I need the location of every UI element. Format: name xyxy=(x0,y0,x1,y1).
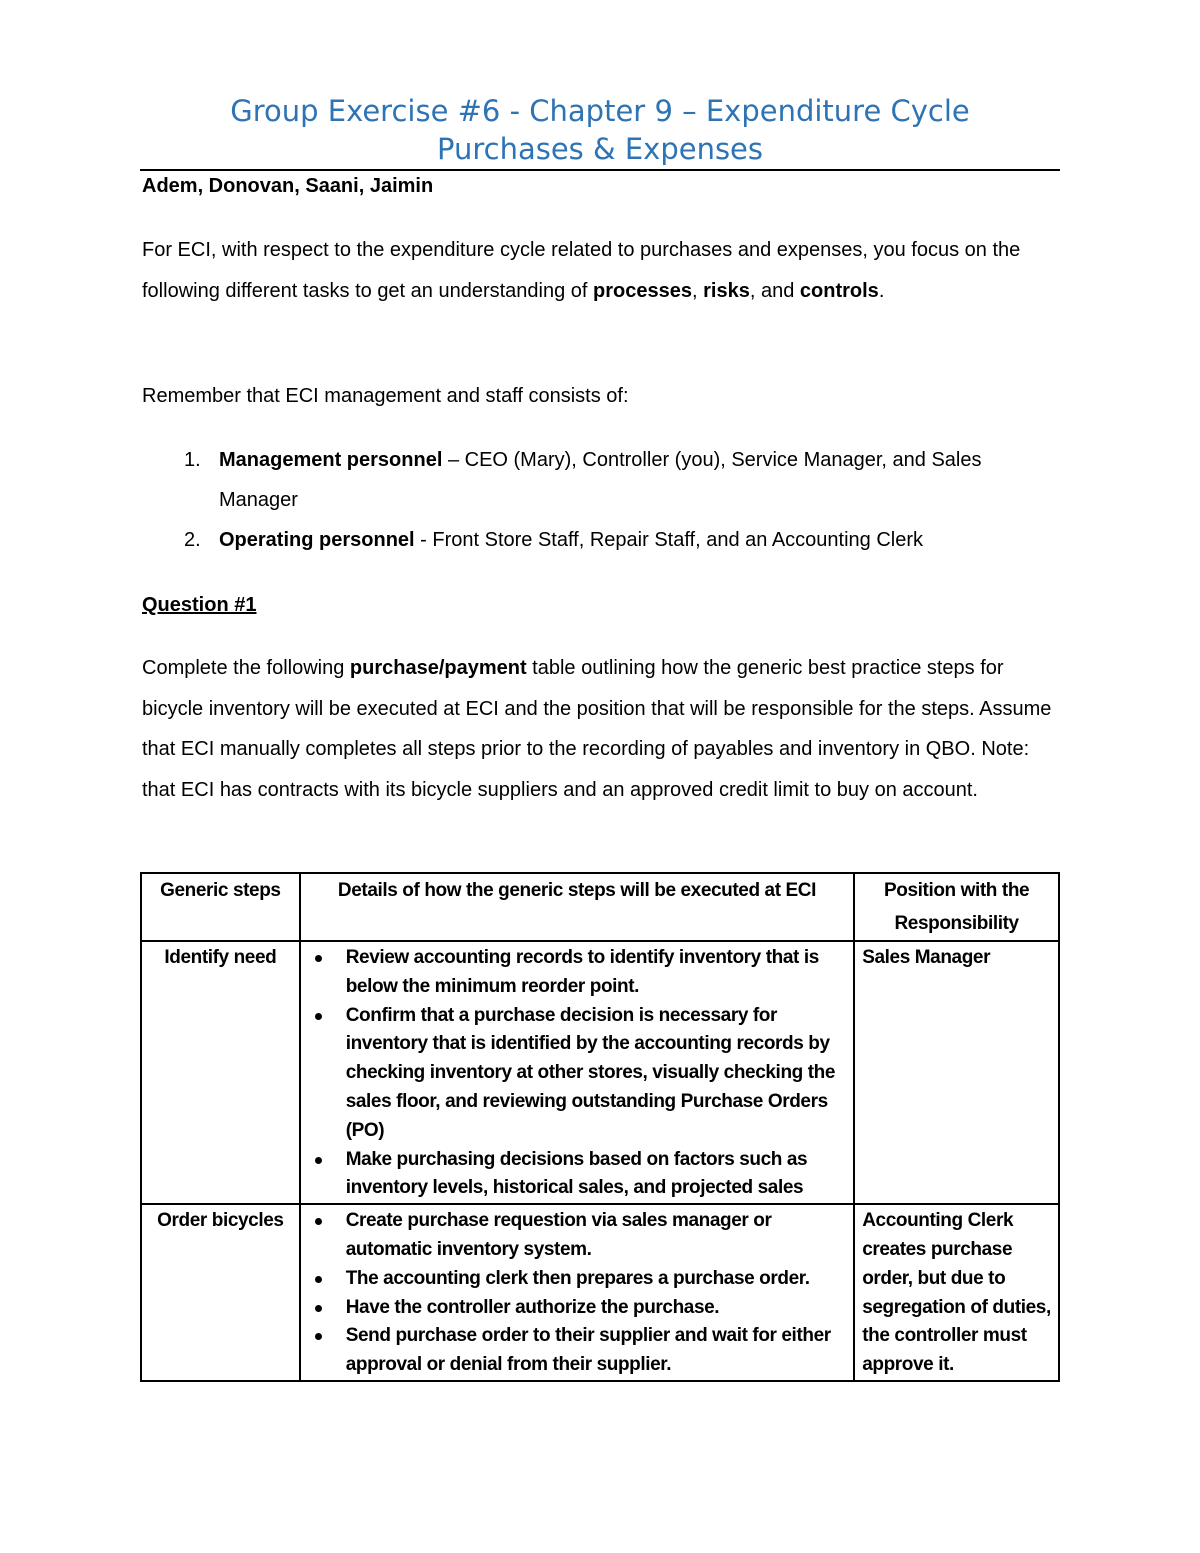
step-cell: Order bicycles xyxy=(141,1204,300,1381)
keyword-processes: processes xyxy=(593,279,693,302)
question-text-cont: table outlining how the generic best practice steps for bicycle inventory will be executed at ECI and the position that will be responsible for the steps. Assume that ECI manually completes all steps prior to the recording of payables and inventory in QBO. Note: that ECI has contracts with its bicycle suppliers and an approved credit limit to buy on account. xyxy=(142,657,1052,801)
position-cell: Sales Manager xyxy=(854,941,1059,1204)
list-item-text: – CEO (Mary), Controller (you), Service Manager, and Sales Manager xyxy=(219,449,982,511)
page-title xyxy=(140,92,1060,168)
keyword-controls: controls xyxy=(799,279,879,302)
table-row xyxy=(141,1204,1059,1381)
question-paragraph xyxy=(142,648,1062,810)
intro-and: , and xyxy=(749,279,800,302)
list-item: Confirm that a purchase decision is necessary for inventory that is identified by the accounting records by checking inventory at other stores, visually checking the sales floor, and reviewing outstanding Purchase Orders (PO) xyxy=(346,1002,847,1146)
title-line-2: Purchases & Expenses xyxy=(436,132,764,166)
title-line-1: Group Exercise #6 - Chapter 9 – Expenditure Cycle xyxy=(230,94,970,128)
list-item: Create purchase requestion via sales manager or automatic inventory system. xyxy=(346,1207,847,1265)
question-title: Question #1 xyxy=(142,594,257,616)
staff-intro: Remember that ECI management and staff consists of: xyxy=(142,385,629,407)
question-text: Complete the following xyxy=(142,657,350,679)
list-item: Have the controller authorize the purchase. xyxy=(346,1294,847,1323)
header-position: Position with the Responsibility xyxy=(854,873,1059,941)
intro-text: For ECI, with respect to the expenditure cycle related to purchases and expenses, you focus on the following different tasks to get an understanding of xyxy=(142,239,1021,302)
list-item: Review accounting records to identify inventory that is below the minimum reorder point. xyxy=(346,944,847,1002)
list-item: Send purchase order to their supplier and wait for either approval or denial from their supplier. xyxy=(346,1322,847,1380)
position-cell: Accounting Clerk creates purchase order, but due to segregation of duties, the controller must approve it. xyxy=(854,1204,1059,1381)
list-item-heading: Operating personnel xyxy=(219,529,415,551)
table-row xyxy=(141,941,1059,1204)
keyword-risks: risks xyxy=(703,279,750,302)
details-cell xyxy=(300,1204,855,1381)
keyword-purchase-payment: purchase/payment xyxy=(349,657,527,679)
title-divider xyxy=(140,169,1060,171)
list-item: Make purchasing decisions based on factors such as inventory levels, historical sales, and projected sales xyxy=(346,1146,847,1204)
authors: Adem, Donovan, Saani, Jaimin xyxy=(142,175,434,197)
header-generic-steps: Generic steps xyxy=(141,873,300,941)
list-number: 1. xyxy=(184,449,201,471)
intro-paragraph xyxy=(142,230,1062,311)
intro-comma: , xyxy=(692,279,704,302)
intro-period: . xyxy=(878,279,885,302)
list-item: The accounting clerk then prepares a purchase order. xyxy=(346,1265,847,1294)
purchase-payment-table xyxy=(140,872,1060,1382)
table-header-row xyxy=(141,873,1059,941)
header-details: Details of how the generic steps will be executed at ECI xyxy=(300,873,855,941)
details-cell xyxy=(300,941,855,1204)
step-cell: Identify need xyxy=(141,941,300,1204)
list-number: 2. xyxy=(184,529,201,551)
list-item-heading: Management personnel xyxy=(219,449,443,471)
list-item-text: - Front Store Staff, Repair Staff, and an Accounting Clerk xyxy=(414,529,924,551)
